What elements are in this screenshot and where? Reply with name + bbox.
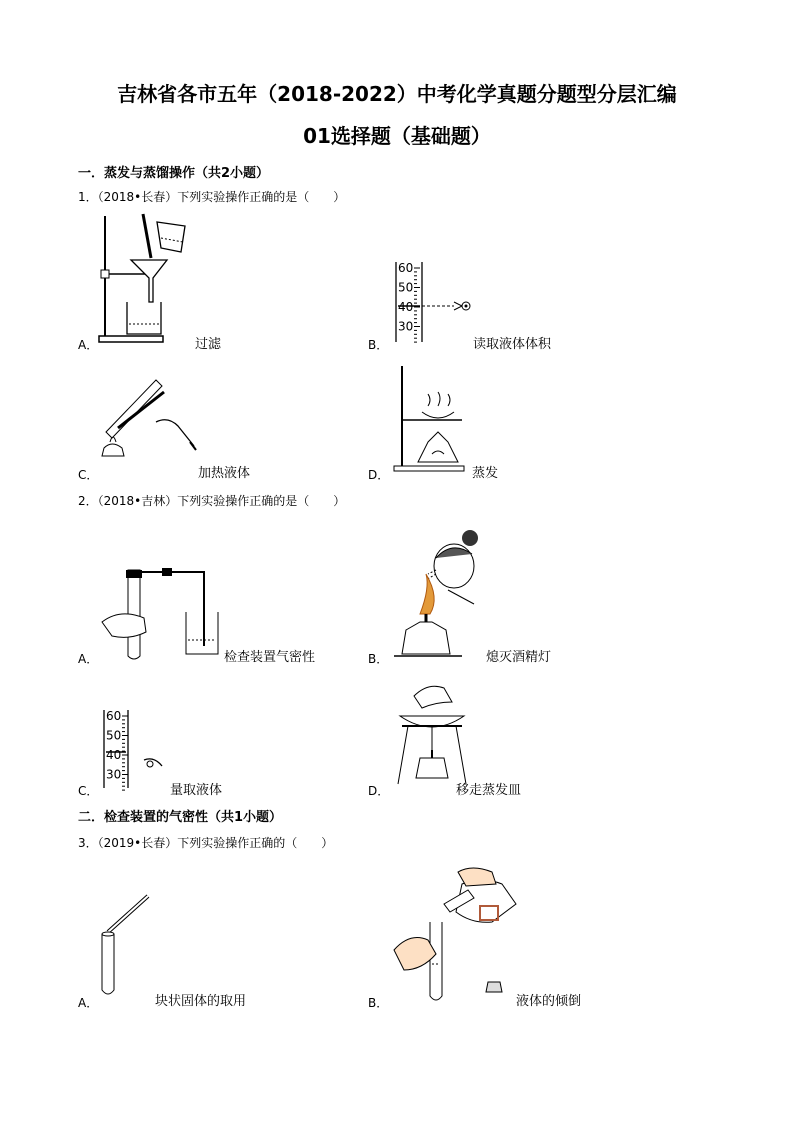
option-letter: A． bbox=[78, 338, 99, 352]
question-stem: 2．（2018•吉林）下列实验操作正确的是（ ） bbox=[78, 494, 346, 508]
heating-liquid-image bbox=[96, 372, 208, 462]
question-stem: 3．（2019•长春）下列实验操作正确的（ ） bbox=[78, 836, 334, 850]
section-heading: 二．检查装置的气密性（共1小题） bbox=[78, 810, 283, 825]
graduated-cylinder-reading-image bbox=[392, 260, 482, 344]
option-caption: 过滤 bbox=[195, 337, 222, 352]
question-stem: 1．（2018•长春）下列实验操作正确的是（ ） bbox=[78, 190, 346, 204]
filtration-apparatus-image bbox=[95, 212, 205, 344]
pour-liquid-image bbox=[392, 864, 524, 1004]
cylinder-scale-label: 60 bbox=[106, 709, 122, 723]
cylinder-scale-label: 40 bbox=[106, 748, 122, 762]
option-letter: B． bbox=[368, 338, 389, 352]
option-letter: A． bbox=[78, 996, 99, 1010]
measure-liquid-cylinder-image bbox=[100, 708, 180, 790]
option-caption: 块状固体的取用 bbox=[155, 994, 247, 1009]
option-caption: 读取液体体积 bbox=[473, 337, 552, 352]
option-letter: B． bbox=[368, 652, 389, 666]
move-evaporating-dish-image bbox=[392, 678, 472, 790]
section-heading: 一．蒸发与蒸馏操作（共2小题） bbox=[78, 166, 270, 181]
cylinder-scale-label: 50 bbox=[398, 280, 414, 295]
option-caption: 液体的倾倒 bbox=[516, 994, 582, 1009]
cylinder-scale-label: 60 bbox=[398, 261, 414, 275]
document-title: 吉林省各市五年（2018-2022）中考化学真题分题型分层汇编 bbox=[117, 82, 677, 106]
cylinder-scale-label: 30 bbox=[398, 319, 414, 334]
option-letter: D． bbox=[368, 468, 390, 482]
option-letter: D． bbox=[368, 784, 390, 798]
option-caption: 熄灭酒精灯 bbox=[486, 650, 552, 665]
option-letter: A． bbox=[78, 652, 99, 666]
evaporation-apparatus-image bbox=[392, 362, 472, 474]
option-letter: B． bbox=[368, 996, 389, 1010]
cylinder-scale-label: 40 bbox=[398, 300, 414, 314]
option-caption: 检查装置气密性 bbox=[224, 650, 316, 665]
airtightness-check-image bbox=[100, 566, 224, 662]
option-caption: 蒸发 bbox=[472, 466, 499, 481]
option-caption: 量取液体 bbox=[170, 783, 223, 798]
option-caption: 加热液体 bbox=[198, 466, 251, 481]
cylinder-scale-label: 50 bbox=[106, 728, 122, 743]
option-caption: 移走蒸发皿 bbox=[456, 783, 522, 798]
cylinder-scale-label: 30 bbox=[106, 767, 122, 782]
extinguish-alcohol-lamp-image bbox=[392, 518, 502, 660]
document-subtitle: 01选择题（基础题） bbox=[303, 124, 491, 148]
option-letter: C． bbox=[78, 784, 99, 798]
solid-taking-image bbox=[96, 890, 156, 1002]
option-letter: C． bbox=[78, 468, 99, 482]
